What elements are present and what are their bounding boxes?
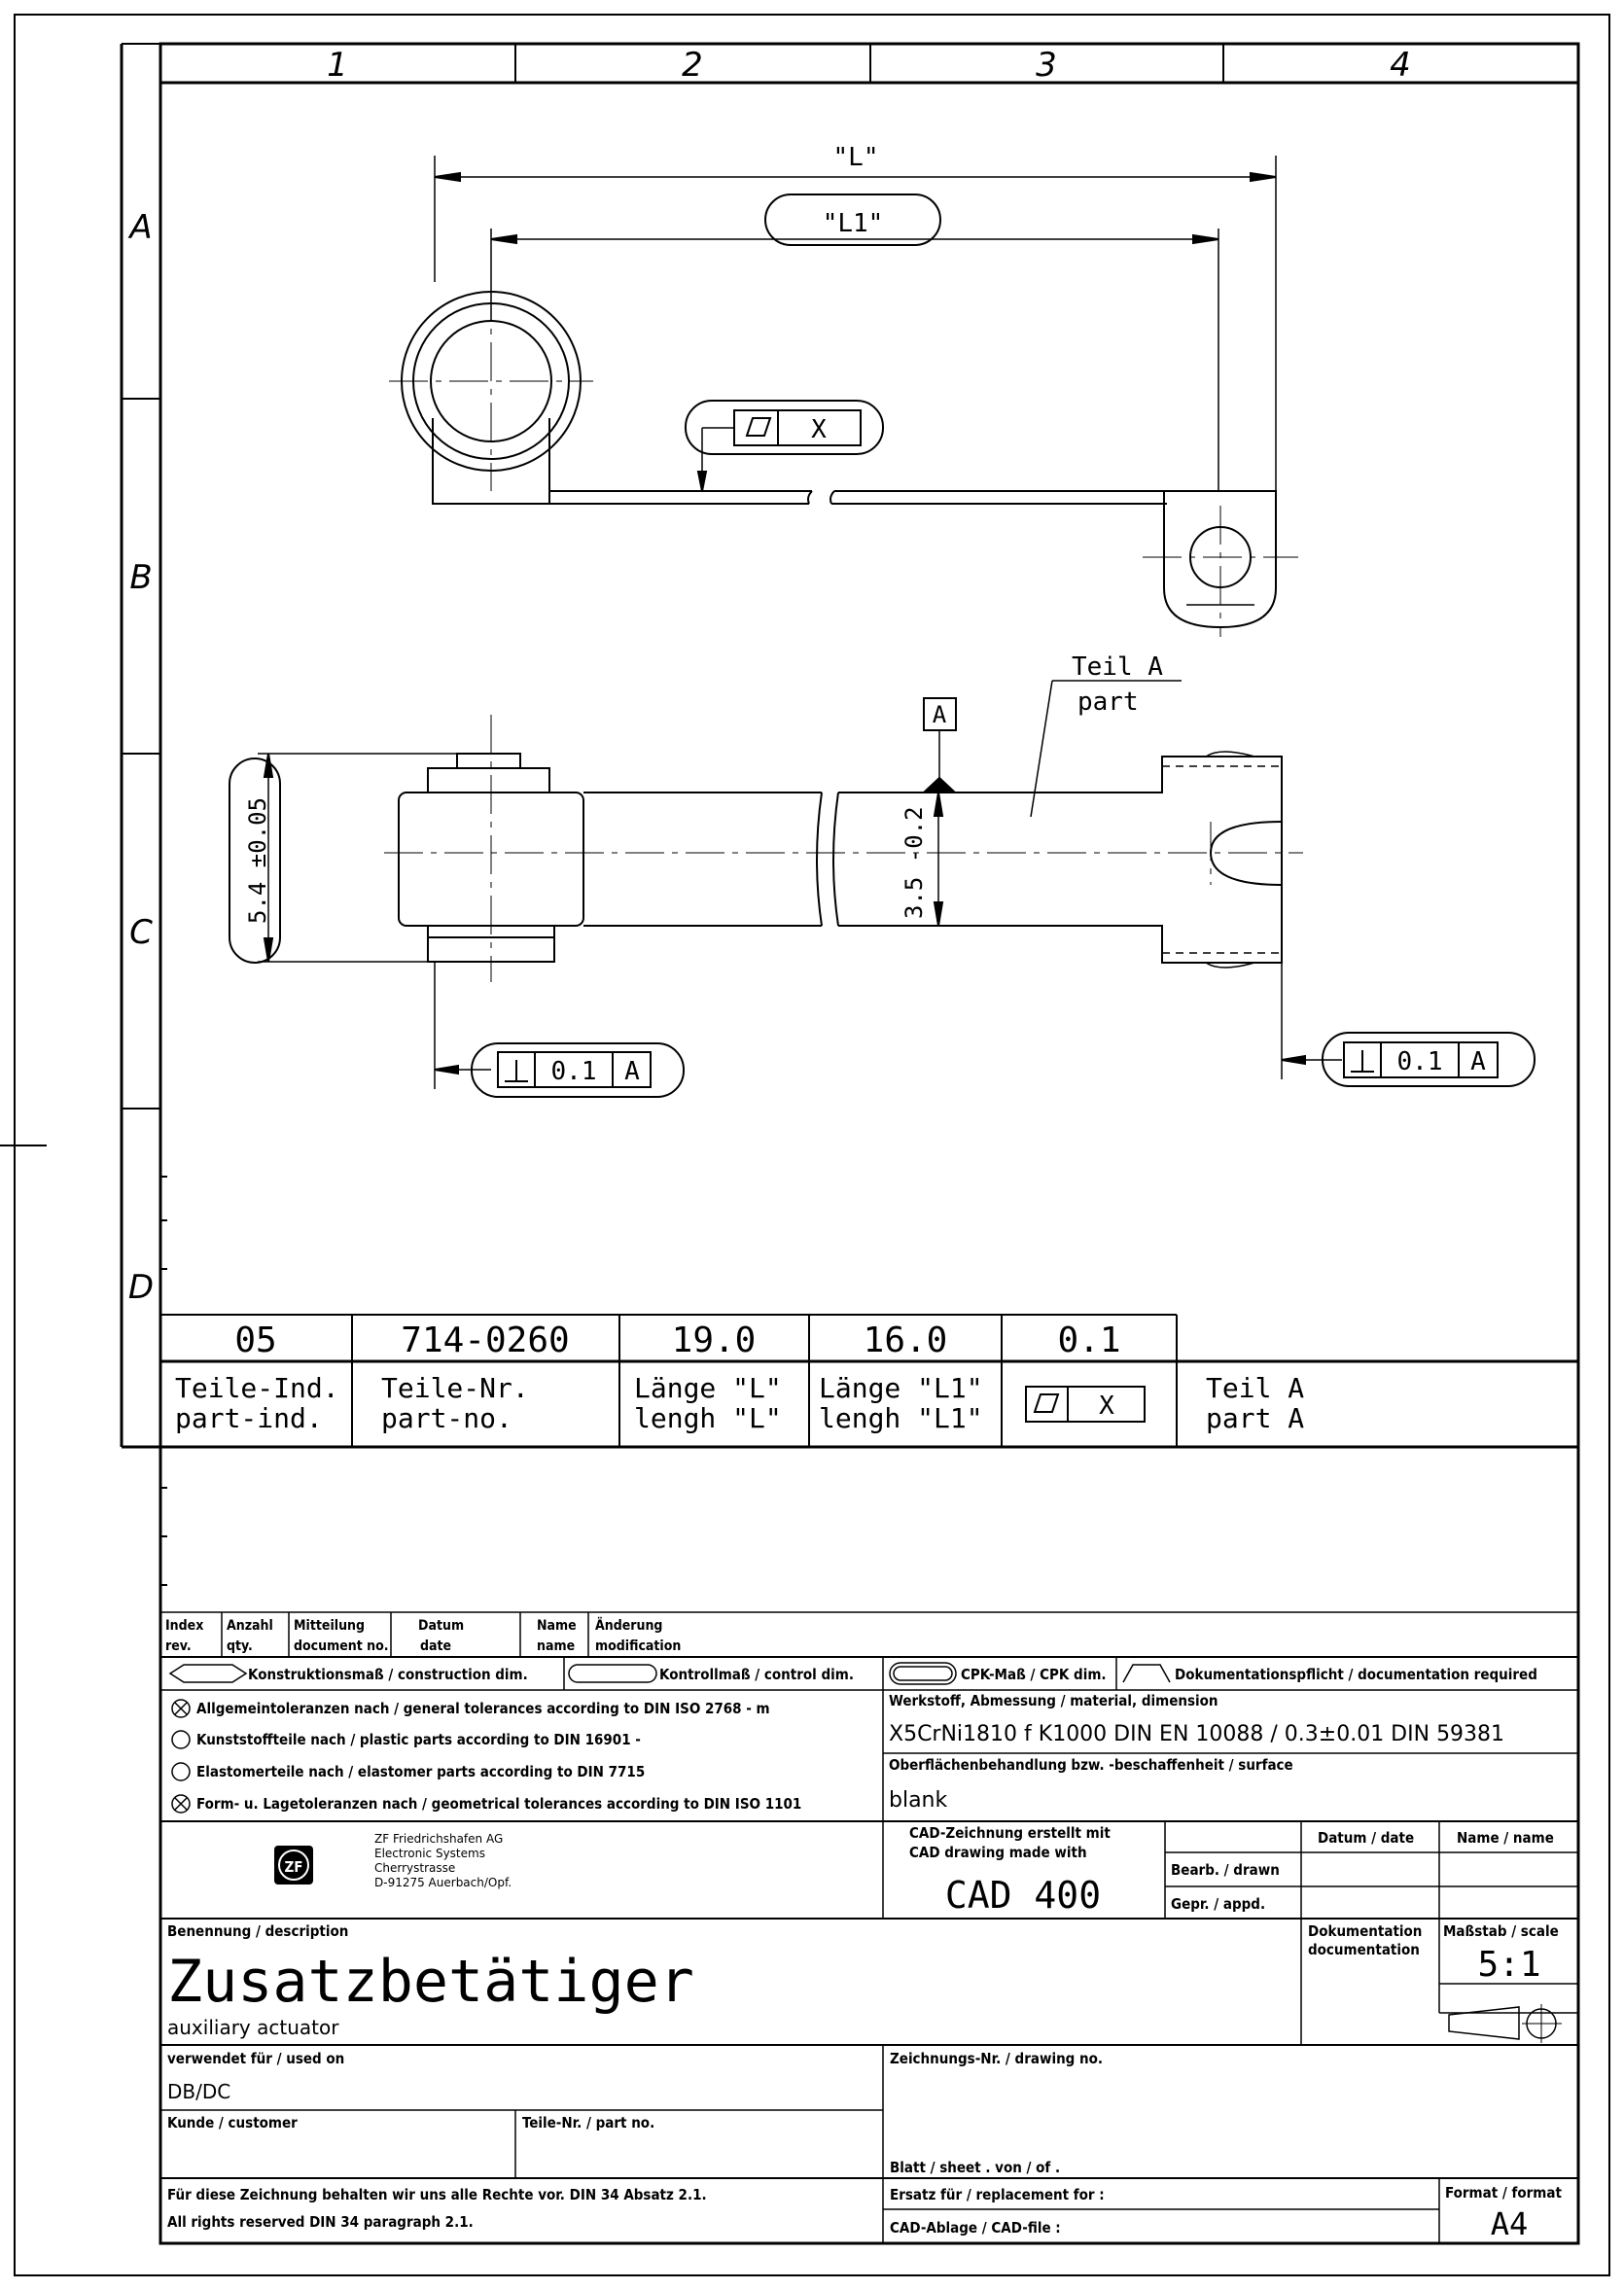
cad-file-label: CAD-Ablage / CAD-file : bbox=[890, 2219, 1061, 2237]
parts-flatness-value: 0.1 bbox=[1057, 1321, 1121, 1360]
part-label-en: part bbox=[1077, 687, 1139, 717]
part-label-de: Teil A bbox=[1072, 652, 1163, 682]
flatness-datum: X bbox=[811, 415, 827, 444]
parts-index: 05 bbox=[234, 1321, 277, 1360]
cad-drawn: Bearb. / drawn bbox=[1171, 1861, 1280, 1879]
hdr-partno-en: part-no. bbox=[381, 1402, 512, 1434]
legend-cpk: CPK-Maß / CPK dim. bbox=[961, 1666, 1107, 1683]
grid-col-4: 4 bbox=[1390, 46, 1411, 85]
hdr-len-l1-en: lengh "L1" bbox=[819, 1402, 983, 1434]
perp-tol-left-datum: A bbox=[624, 1057, 640, 1086]
parts-length-l1: 16.0 bbox=[863, 1321, 948, 1360]
top-view bbox=[389, 143, 1298, 637]
rev-h-doc: Mitteilung bbox=[294, 1618, 366, 1634]
parts-number: 714-0260 bbox=[401, 1321, 570, 1360]
rev-h-name: Name bbox=[537, 1618, 577, 1634]
dim-thickness-label: 5.4 ±0.05 bbox=[244, 796, 271, 924]
grid-row-c: C bbox=[129, 913, 153, 952]
hdr-len-l-de: Länge "L" bbox=[634, 1372, 782, 1404]
grid-row-d: D bbox=[127, 1268, 155, 1307]
perp-tol-right-datum: A bbox=[1470, 1047, 1486, 1076]
company-line-3: Cherrystrasse bbox=[374, 1861, 456, 1875]
hdr-flatness-datum: X bbox=[1099, 1392, 1114, 1421]
grid-col-3: 3 bbox=[1036, 46, 1057, 85]
rev-h-doc2: document no. bbox=[294, 1638, 389, 1654]
rev-h-qty2: qty. bbox=[227, 1638, 253, 1654]
legend-construction: Konstruktionsmaß / construction dim. bbox=[248, 1666, 528, 1683]
title-block bbox=[160, 1922, 1578, 2045]
grid-col-1: 1 bbox=[327, 46, 348, 85]
footer-block bbox=[160, 2045, 1578, 2243]
rev-h-date: Datum bbox=[418, 1618, 465, 1634]
cad-approved: Gepr. / appd. bbox=[1171, 1895, 1266, 1913]
dim-l1-label: "L1" bbox=[822, 209, 884, 238]
customer-label: Kunde / customer bbox=[167, 2114, 298, 2131]
surface-value: blank bbox=[889, 1788, 948, 1813]
used-on-label: verwendet für / used on bbox=[167, 2050, 345, 2067]
material-value: X5CrNi1810 f K1000 DIN EN 10088 / 0.3±0.01 DIN 59381 bbox=[889, 1722, 1505, 1746]
rev-h-date2: date bbox=[420, 1638, 452, 1654]
revision-block bbox=[160, 1612, 1578, 1657]
hdr-len-l1-de: Länge "L1" bbox=[819, 1372, 983, 1404]
tolerance-geometric: Form- u. Lagetoleranzen nach / geometrical tolerances according to DIN ISO 1101 bbox=[196, 1795, 802, 1813]
cad-name-header: Name / name bbox=[1457, 1829, 1554, 1847]
dim-l-label: "L" bbox=[832, 143, 879, 172]
hdr-index-en: part-ind. bbox=[175, 1402, 323, 1434]
tolerance-plastic: Kunststoffteile nach / plastic parts according to DIN 16901 - bbox=[196, 1731, 641, 1748]
perp-tol-right-value: 0.1 bbox=[1396, 1047, 1443, 1076]
used-on-value: DB/DC bbox=[167, 2080, 231, 2103]
cad-date-header: Datum / date bbox=[1318, 1829, 1415, 1847]
replacement-label: Ersatz für / replacement for : bbox=[890, 2186, 1105, 2203]
company-line-4: D-91275 Auerbach/Opf. bbox=[374, 1876, 512, 1889]
hdr-index-de: Teile-Ind. bbox=[175, 1372, 339, 1404]
rev-h-mod: Änderung bbox=[595, 1618, 663, 1634]
tolerance-block bbox=[160, 1690, 1578, 1821]
rev-h-index: Index bbox=[165, 1618, 204, 1634]
tolerance-general: Allgemeintoleranzen nach / general tolerances according to DIN ISO 2768 - m bbox=[196, 1700, 770, 1717]
title-main: Zusatzbetätiger bbox=[167, 1948, 694, 2016]
doc-label-2: documentation bbox=[1308, 1941, 1420, 1958]
parts-length-l: 19.0 bbox=[671, 1321, 757, 1360]
rev-h-index2: rev. bbox=[165, 1638, 192, 1654]
rev-h-name2: name bbox=[537, 1638, 576, 1654]
scale-label: Maßstab / scale bbox=[1443, 1922, 1559, 1940]
hdr-len-l-en: lengh "L" bbox=[634, 1402, 782, 1434]
legend-control: Kontrollmaß / control dim. bbox=[659, 1666, 854, 1683]
grid-col-2: 2 bbox=[682, 46, 703, 85]
cad-value: CAD 400 bbox=[944, 1874, 1102, 1917]
company-line-2: Electronic Systems bbox=[374, 1847, 485, 1860]
material-label: Werkstoff, Abmessung / material, dimension bbox=[889, 1692, 1218, 1709]
format-value: A4 bbox=[1490, 2205, 1529, 2242]
grid-row-a: A bbox=[129, 208, 153, 247]
dim-width-label: 3.5 -0.2 bbox=[900, 806, 928, 919]
sheet-label: Blatt / sheet . von / of . bbox=[890, 2159, 1061, 2176]
scale-value: 5:1 bbox=[1477, 1945, 1541, 1985]
legend-documentation: Dokumentationspflicht / documentation required bbox=[1175, 1666, 1537, 1683]
doc-label-1: Dokumentation bbox=[1308, 1922, 1423, 1940]
rights-en: All rights reserved DIN 34 paragraph 2.1. bbox=[167, 2213, 474, 2231]
grid-frame bbox=[122, 44, 1578, 2243]
hdr-partno-de: Teile-Nr. bbox=[381, 1372, 529, 1404]
legend-row bbox=[160, 1657, 1578, 1690]
hdr-teil-en: part A bbox=[1206, 1402, 1305, 1434]
rev-h-qty: Anzahl bbox=[227, 1618, 273, 1634]
datum-a-label: A bbox=[932, 701, 947, 728]
surface-label: Oberflächenbehandlung bzw. -beschaffenheit / surface bbox=[889, 1756, 1293, 1774]
rev-h-mod2: modification bbox=[595, 1638, 682, 1654]
company-line-1: ZF Friedrichshafen AG bbox=[374, 1832, 504, 1846]
drawing-no-label: Zeichnungs-Nr. / drawing no. bbox=[890, 2050, 1104, 2067]
title-sub: auxiliary actuator bbox=[167, 2016, 339, 2039]
cad-label-2: CAD drawing made with bbox=[909, 1844, 1087, 1861]
footer-part-no-label: Teile-Nr. / part no. bbox=[522, 2114, 655, 2131]
grid-row-b: B bbox=[129, 558, 153, 597]
side-view bbox=[229, 652, 1535, 1097]
format-label: Format / format bbox=[1445, 2184, 1562, 2202]
tolerance-elastomer: Elastomerteile nach / elastomer parts according to DIN 7715 bbox=[196, 1763, 646, 1780]
cad-label-1: CAD-Zeichnung erstellt mit bbox=[909, 1824, 1111, 1842]
zf-logo-text: ZF bbox=[284, 1858, 303, 1876]
parts-table bbox=[122, 1315, 1578, 1447]
hdr-teil-de: Teil A bbox=[1206, 1372, 1305, 1404]
perp-tol-left-value: 0.1 bbox=[550, 1057, 597, 1086]
rights-de: Für diese Zeichnung behalten wir uns alle Rechte vor. DIN 34 Absatz 2.1. bbox=[167, 2186, 707, 2203]
description-label: Benennung / description bbox=[167, 1922, 349, 1940]
